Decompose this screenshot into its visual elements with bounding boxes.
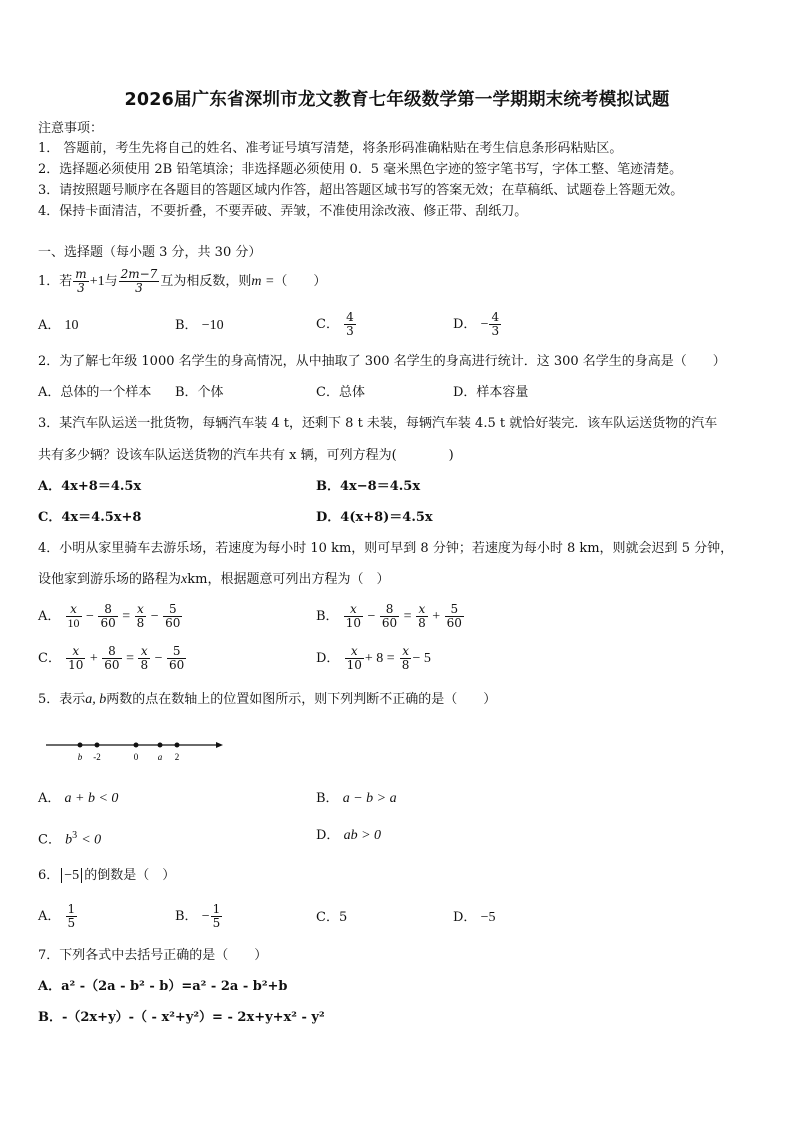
q5-variables: a, b <box>85 692 107 707</box>
fraction <box>135 603 147 630</box>
question-4-line-1: 4．小明从家里骑车去游乐场，若速度为每小时 10 km，则可早到 8 分钟；若速度为每小时 8 km，则就会迟到 5 分钟， <box>38 541 734 556</box>
numerator: 8 <box>104 602 112 616</box>
numerator: 1 <box>212 902 221 916</box>
denominator: 60 <box>104 658 120 672</box>
q4-d-text: + 8 = <box>364 651 395 666</box>
option-label: D． <box>316 651 340 666</box>
q6-text: 的倒数是（ ） <box>84 868 176 883</box>
fraction <box>489 311 501 338</box>
option-label: A． <box>38 318 61 333</box>
denominator: 10 <box>345 616 361 630</box>
fraction <box>380 603 399 630</box>
option-label: B． <box>316 791 339 806</box>
axis-label: -2 <box>93 752 101 762</box>
question-6 <box>38 868 175 884</box>
option-a <box>38 318 79 334</box>
option-label: B． <box>175 318 198 333</box>
numerator: x <box>137 602 144 616</box>
numerator: x <box>140 644 148 658</box>
option-a: A．a² -（2a - b² - b）=a² - 2a - b²+b <box>38 979 288 994</box>
option-c: C．5 <box>316 910 348 925</box>
number-line <box>42 734 242 764</box>
option-label: A． <box>38 791 61 806</box>
denominator: 5 <box>67 916 76 930</box>
q4-text: 设他家到游乐场的路程为 <box>38 572 182 587</box>
fraction <box>167 645 186 672</box>
q4-d-text: − 5 <box>412 651 431 666</box>
axis-label: b <box>77 752 83 762</box>
denominator: 3 <box>73 281 88 295</box>
point-2 <box>175 743 180 748</box>
numerator: x <box>70 602 77 616</box>
fraction <box>163 603 182 630</box>
denominator: 60 <box>100 616 116 630</box>
denominator: 3 <box>346 324 354 338</box>
question-3-line-1: 3．某汽车队运送一批货物，每辆汽车装 4 t，还剩下 8 t 未装，每辆汽车装 4.5 t 就恰好装完．该车队运送货物的汽车 <box>38 416 718 431</box>
denominator: 60 <box>381 616 398 630</box>
option-d <box>453 308 502 342</box>
denominator: 8 <box>418 616 426 630</box>
q1-text: 若 <box>59 274 73 289</box>
option-label: C． <box>38 832 61 848</box>
notice-item: 4．保持卡面清洁，不要折叠，不要弄破、弄皱，不准使用涂改液、修正带、刮纸刀。 <box>38 204 528 219</box>
option-b: B．4x−8＝4.5x <box>316 479 421 494</box>
q1-text: 与 <box>104 274 118 289</box>
minus-sign: − <box>480 317 489 332</box>
fraction <box>344 603 363 630</box>
option-label: D． <box>453 910 477 925</box>
denominator: 10 <box>68 658 84 672</box>
fraction <box>66 603 82 630</box>
answer-paren: （ ） <box>274 274 327 289</box>
option-value: a + b < 0 <box>64 791 119 806</box>
option-b <box>316 791 397 807</box>
numerator: 5 <box>168 602 177 616</box>
numerator: 5 <box>172 644 181 658</box>
denominator: 5 <box>212 916 221 930</box>
absolute-value: −5 <box>61 868 82 883</box>
notice-item: 3．请按照题号顺序在各题目的答题区域内作答，超出答题区域书写的答案无效；在草稿纸、试题卷上答题无效。 <box>38 183 684 198</box>
q4-text: km，根据题意可列出方程为（ ） <box>187 572 390 587</box>
option-d: D．样本容量 <box>453 385 529 400</box>
option-value: ab > 0 <box>343 828 382 843</box>
q1-text: +1 <box>89 274 105 289</box>
fraction <box>102 645 121 672</box>
fraction <box>73 268 88 295</box>
option-a <box>38 791 118 807</box>
notice-item: 2．选择题必须使用 2B 铅笔填涂；非选择题必须使用 0．5 毫米黑色字迹的签字笔书写，字体工整、笔迹清楚。 <box>38 162 683 177</box>
numerator: 4 <box>491 310 500 324</box>
section-heading: 一、选择题（每小题 3 分，共 30 分） <box>38 245 262 260</box>
numerator: 8 <box>385 602 394 616</box>
option-label: B． <box>316 609 339 624</box>
denominator: 8 <box>136 616 145 630</box>
exponent: 3 <box>72 830 78 841</box>
fraction <box>66 645 85 672</box>
option-d <box>316 643 431 675</box>
option-b <box>175 900 223 934</box>
fraction <box>98 603 117 630</box>
axis-label: 0 <box>133 752 139 762</box>
option-c: C．4x＝4.5x+8 <box>38 510 142 525</box>
question-2: 2．为了解七年级 1000 名学生的身高情况，从中抽取了 300 名学生的身高进行统计．这 300 名学生的身高是（ ） <box>38 354 726 369</box>
fraction <box>211 903 223 930</box>
option-label: A． <box>38 609 61 624</box>
numerator: x <box>349 602 357 616</box>
fraction <box>345 645 364 672</box>
option-c: C．总体 <box>316 385 365 400</box>
question-5 <box>38 692 496 708</box>
option-value: 10 <box>64 318 79 333</box>
option-value: b <box>65 832 73 848</box>
denominator: 8 <box>401 658 410 672</box>
point-0 <box>134 743 139 748</box>
question-4-line-2 <box>38 572 389 588</box>
fraction <box>445 603 464 630</box>
q4-variable: x <box>181 572 188 587</box>
numerator: m <box>75 267 87 281</box>
denominator: 10 <box>346 658 362 672</box>
option-label: B． <box>175 909 198 924</box>
option-b: B．-（2x+y）-（ - x²+y²）= - 2x+y+x² - y² <box>38 1010 325 1025</box>
fraction <box>416 603 428 630</box>
option-a <box>38 900 78 934</box>
minus-sign: − <box>201 909 210 924</box>
arrow-icon <box>216 742 223 748</box>
question-number: 6． <box>38 868 60 883</box>
option-label: C． <box>316 317 339 332</box>
option-value: −10 <box>201 318 224 333</box>
option-b: B．个体 <box>175 385 224 400</box>
option-b: B． $\frac{x}{10}$ − $\frac{8}{60}$ = $\frac{x}{8}$ + $\frac{5}{60}$ <box>316 602 462 630</box>
denominator: 10 <box>67 616 80 630</box>
point-a <box>158 743 163 748</box>
page-title: 2026届广东省深圳市龙文教育七年级数学第一学期期末统考模拟试题 <box>124 90 670 110</box>
option-a: A．总体的一个样本 <box>38 385 152 400</box>
option-label: D． <box>316 828 340 843</box>
denominator: 60 <box>165 616 181 630</box>
option-label: C． <box>38 651 61 666</box>
option-label: D． <box>453 317 477 332</box>
numerator: 1 <box>67 902 76 916</box>
question-1 <box>38 266 326 298</box>
denominator: 60 <box>446 616 462 630</box>
axis-label: 2 <box>174 752 180 762</box>
option-value: < 0 <box>81 832 102 848</box>
numerator: x <box>350 644 358 658</box>
option-label: A． <box>38 909 61 924</box>
notice-heading: 注意事项： <box>38 121 104 136</box>
question-3-line-2: 共有多少辆？设该车队运送货物的汽车共有 x 辆，可列方程为( ) <box>38 448 454 463</box>
denominator: 60 <box>169 658 185 672</box>
numerator: x <box>418 602 426 616</box>
numerator: 8 <box>108 644 116 658</box>
denominator: 3 <box>491 324 500 338</box>
question-7: 7．下列各式中去括号正确的是（ ） <box>38 948 268 963</box>
question-number: 1． <box>38 274 60 289</box>
q1-variable: m = <box>251 274 275 289</box>
fraction <box>66 903 78 930</box>
axis-label: a <box>157 752 163 762</box>
option-a: A． $\frac{x}{10}$ − $\frac{8}{60}$ = $\frac{x}{8}$ − $\frac{5}{60}$ <box>38 602 181 630</box>
point-b <box>78 743 83 748</box>
numerator: x <box>402 644 409 658</box>
option-c: C． $\frac{x}{10}$ + $\frac{8}{60}$ = $\frac{x}{8}$ − $\frac{5}{60}$ <box>38 644 185 672</box>
option-c <box>38 828 101 848</box>
option-a: A．4x+8＝4.5x <box>38 479 142 494</box>
fraction <box>138 645 150 672</box>
option-d <box>316 828 381 844</box>
denominator: 8 <box>140 658 149 672</box>
fraction <box>119 268 160 295</box>
option-b <box>175 318 224 334</box>
option-value: −5 <box>480 910 496 925</box>
denominator: 3 <box>119 281 160 295</box>
point-neg2 <box>95 743 100 748</box>
notice-item: 1． 答题前，考生先将自己的姓名、准考证号填写清楚，将条形码准确粘贴在考生信息条形码粘贴区。 <box>38 141 623 156</box>
q5-text: 5．表示 <box>38 692 86 707</box>
numerator: 4 <box>346 310 354 324</box>
fraction <box>344 311 356 338</box>
option-d: D．4(x+8)＝4.5x <box>316 510 433 525</box>
q1-text: 互为相反数，则 <box>160 274 252 289</box>
numerator: x <box>72 644 80 658</box>
option-d <box>453 910 495 926</box>
numerator: 5 <box>450 602 459 616</box>
numerator: 2m−7 <box>120 267 158 281</box>
fraction <box>400 645 412 672</box>
q5-text: 两数的点在数轴上的位置如图所示，则下列判断不正确的是（ ） <box>106 692 497 707</box>
option-value: a − b > a <box>342 791 397 806</box>
option-c <box>316 308 357 342</box>
